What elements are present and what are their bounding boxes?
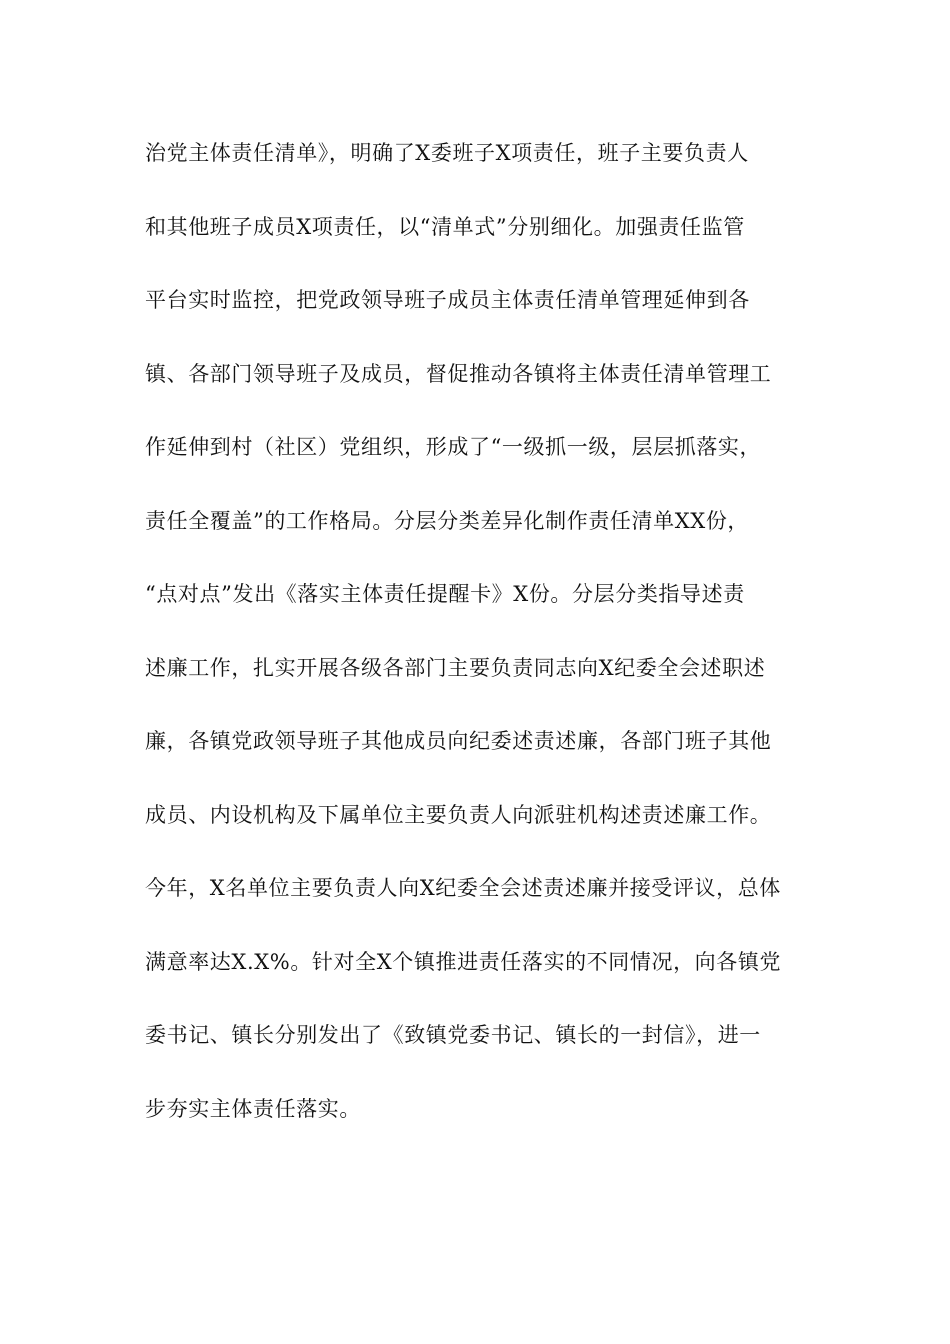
text-line-9: 廉，各镇党政领导班子其他成员向纪委述责述廉，各部门班子其他 xyxy=(145,729,772,753)
text-line-5: 作延伸到村（社区）党组织，形成了“一级抓一级，层层抓落实， xyxy=(145,435,762,459)
text-line-14: 步夯实主体责任落实。 xyxy=(145,1096,361,1121)
body-paragraph xyxy=(145,131,815,1160)
text-line-3: 平台实时监控，把党政领导班子成员主体责任清单管理延伸到各 xyxy=(145,288,750,312)
text-line-6: 责任全覆盖”的工作格局。分层分类差异化制作责任清单XX份， xyxy=(145,508,750,533)
text-line-2: 和其他班子成员X项责任，以“清单式”分别细化。加强责任监管 xyxy=(145,214,745,239)
text-line-8: 述廉工作，扎实开展各级各部门主要负责同志向X纪委全会述职述 xyxy=(145,655,766,680)
text-line-12: 满意率达X.X%。针对全X个镇推进责任落实的不同情况，向各镇党 xyxy=(145,949,782,974)
text-line-7: “点对点”发出《落实主体责任提醒卡》X份。分层分类指导述责 xyxy=(145,582,745,606)
text-line-10: 成员、内设机构及下属单位主要负责人向派驻机构述责述廉工作。 xyxy=(145,802,772,827)
text-line-1: 治党主体责任清单》，明确了X委班子X项责任，班子主要负责人 xyxy=(145,141,749,165)
text-line-13: 委书记、镇长分别发出了《致镇党委书记、镇长的一封信》，进一 xyxy=(145,1023,761,1047)
text-line-4: 镇、各部门领导班子及成员，督促推动各镇将主体责任清单管理工 xyxy=(145,361,772,386)
text-line-11: 今年，X名单位主要负责人向X纪委全会述责述廉并接受评议，总体 xyxy=(145,876,781,900)
